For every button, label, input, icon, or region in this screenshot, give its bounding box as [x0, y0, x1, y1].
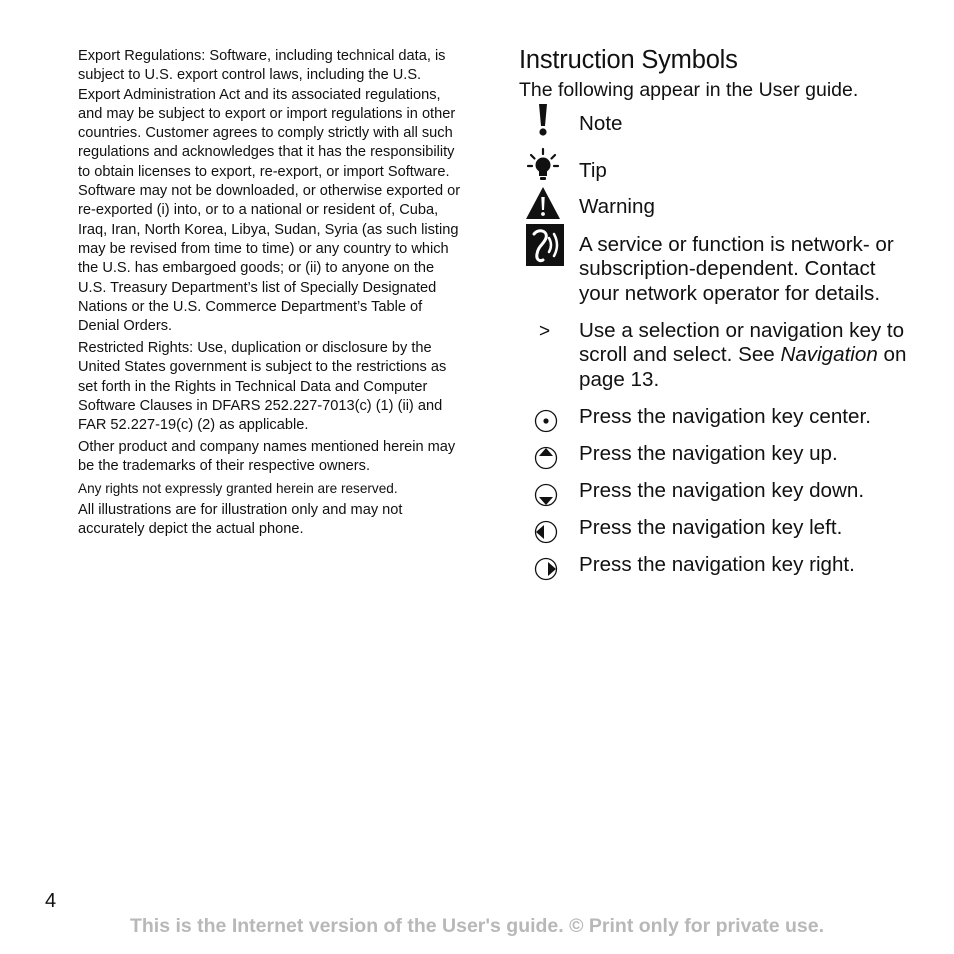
exclamation-icon: [525, 102, 561, 138]
nav-center-label: Press the navigation key center.: [579, 404, 871, 428]
rights-reserved-paragraph: Any rights not expressly granted herein are reserved.: [78, 481, 398, 497]
warning-triangle-icon: [525, 185, 561, 221]
symbol-row-nav-center: [519, 405, 919, 430]
select-text-after: on page 13.: [579, 343, 907, 391]
symbol-row-tip: [519, 159, 919, 184]
nav-up-label: Press the navigation key up.: [579, 441, 838, 465]
select-marker: >: [539, 320, 551, 342]
symbol-list: [519, 112, 919, 578]
symbol-row-nav-left: [519, 516, 919, 541]
trademarks-paragraph: Other product and company names mentioned herein may be the trademarks of their respective owners.: [78, 438, 456, 475]
nav-up-icon: [533, 445, 559, 471]
section-title: Instruction Symbols: [519, 46, 738, 74]
nav-right-icon: [533, 556, 559, 582]
navigation-reference: Navigation: [780, 343, 878, 367]
nav-center-icon: [533, 408, 559, 434]
symbol-row-nav-up: [519, 442, 919, 467]
symbol-row-nav-down: [519, 479, 919, 504]
select-description: [579, 319, 919, 393]
nav-left-label: Press the navigation key left.: [579, 516, 843, 540]
symbol-row-nav-right: [519, 553, 919, 578]
nav-down-icon: [533, 482, 559, 508]
select-text-before: Use a selection or navigation key to scroll and select. See: [579, 318, 905, 367]
nav-left-icon: [533, 519, 559, 545]
network-service-icon: [526, 224, 564, 266]
restricted-rights-paragraph: Restricted Rights: Use, duplication or disclosure by the United States government is subject to the restrictions as set forth in the Rights in Technical Data and Computer Software Clauses in DFARS 252.227-7013(c) (1) (ii) and FAR 52.227-19(c) (2) as applicable.: [78, 339, 447, 434]
section-subtitle: The following appear in the User guide.: [519, 79, 859, 101]
symbol-row-warning: [519, 195, 919, 220]
symbol-row-select: [519, 319, 919, 393]
legal-text-column: [78, 47, 463, 542]
symbol-row-note: [519, 112, 919, 137]
symbol-row-network: [519, 233, 919, 307]
illustrations-paragraph: All illustrations are for illustration only and may not accurately depict the actual phone.: [78, 501, 403, 538]
note-label: Note: [579, 112, 623, 135]
network-description: A service or function is network- or subscription-dependent. Contact your network operator for details.: [579, 232, 894, 305]
footer-notice: This is the Internet version of the User's guide. © Print only for private use.: [129, 915, 825, 937]
warning-label: Warning: [579, 195, 655, 219]
tip-label: Tip: [579, 158, 607, 182]
page-number: 4: [45, 890, 57, 912]
export-regulations-paragraph: Export Regulations: Software, including technical data, is subject to U.S. export control laws, including the U.S. Export Administration Act and its associated regulations, and may be subject to export or import regulations in other countries. Customer agrees to comply strictly with all such regulations and acknowledges that it has the responsibility to obtain licenses to export, re-export, or import Software. Software may not be downloaded, or otherwise exported or re-exported (i) into, or to a national or resident of, Cuba, Iraq, Iran, North Korea, Libya, Sudan, Syria (as such listing may be revised from time to time) or any country to which the U.S. has embargoed goods; or (ii) to anyone on the U.S. Treasury Department’s list of Specially Designated Nations or the U.S. Commerce Department’s Table of Denial Orders.: [78, 48, 461, 335]
lightbulb-icon: [525, 147, 561, 183]
instruction-symbols-section: [519, 44, 919, 578]
nav-right-label: Press the navigation key right.: [579, 553, 855, 577]
nav-down-label: Press the navigation key down.: [579, 479, 865, 503]
